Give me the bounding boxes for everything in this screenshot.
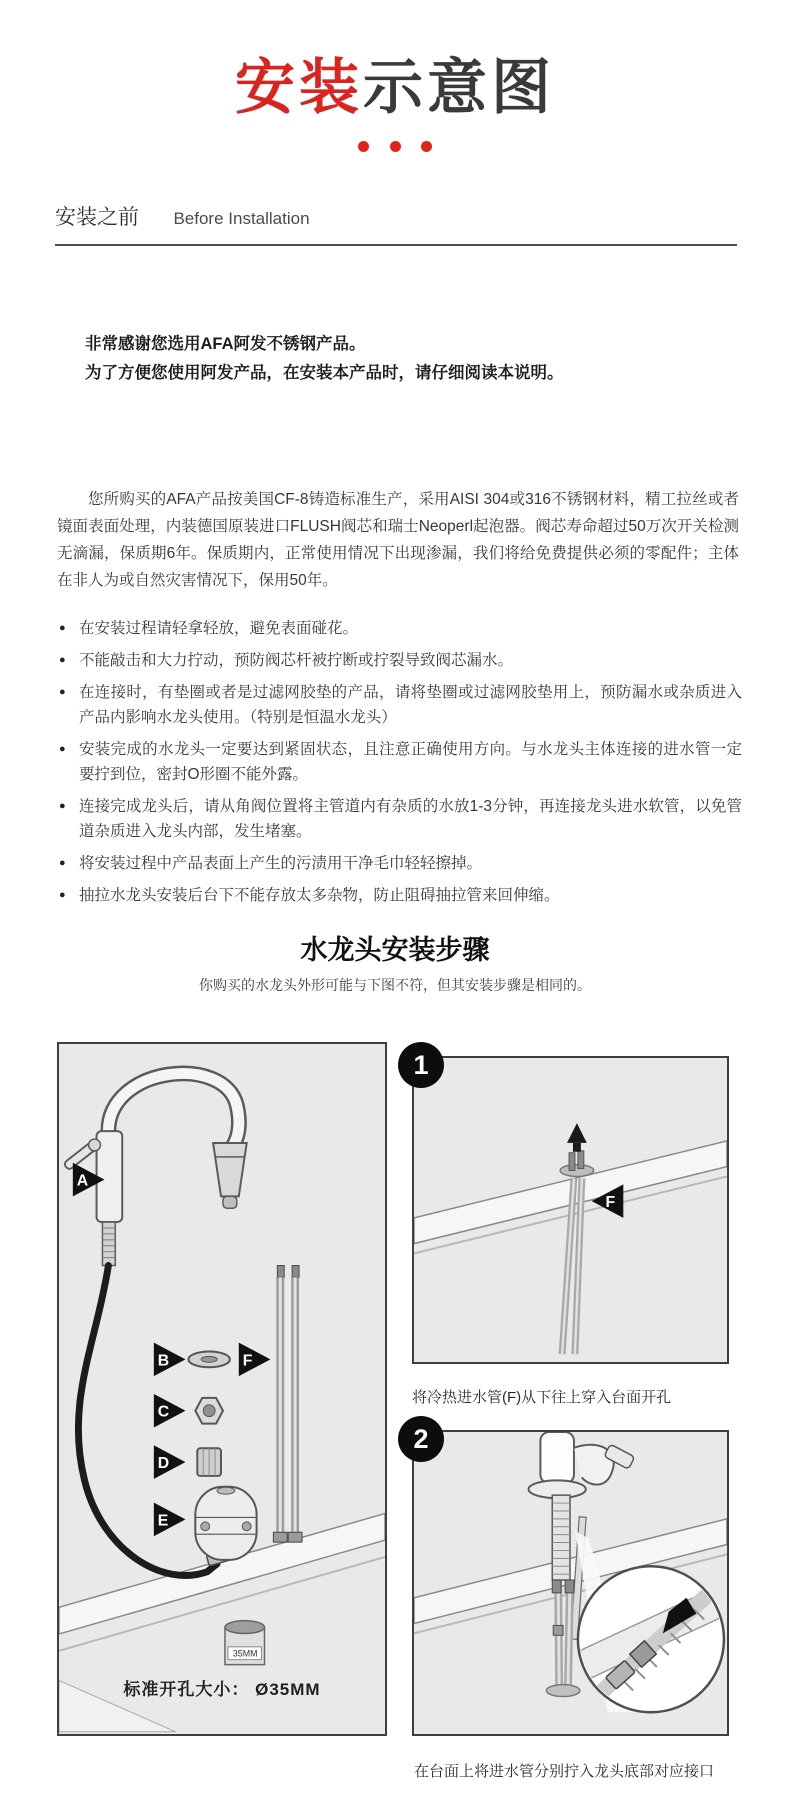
note-item [58, 794, 742, 844]
part-label-d: D [157, 1455, 170, 1473]
step2-panel [412, 1430, 729, 1736]
intro-bold-text [85, 330, 705, 388]
note-text: 不能敲击和大力拧动，预防阀芯杆被拧断或拧裂导致阀芯漏水。 [79, 652, 514, 669]
bullet-icon: ● [59, 654, 66, 666]
title-decoration-dots [0, 141, 790, 152]
note-item [58, 883, 742, 908]
note-item [58, 737, 742, 787]
dot-icon [421, 141, 432, 152]
section-before-installation-header [55, 201, 737, 246]
part-label-c: C [157, 1403, 170, 1421]
threaded-shank [102, 1222, 115, 1265]
note-item [58, 680, 742, 730]
part-e-screw [242, 1522, 251, 1531]
up-arrow-icon [567, 1123, 587, 1143]
step1-illustration [414, 1058, 727, 1362]
note-text: 安装完成的水龙头一定要达到紧固状态，且注意正确使用方向。与水龙头主体连接的进水管一定要拧到位，密封O形圈不能外露。 [79, 741, 742, 783]
supply-hose-nut [288, 1532, 302, 1542]
section-title-en: Before Installation [173, 209, 310, 228]
steps-heading: 水龙头安装步骤 [300, 935, 490, 965]
hose-tip [569, 1153, 575, 1171]
handle-joint [89, 1139, 101, 1151]
intro-line-1: 非常感谢您选用AFA阿发不锈钢产品。 [85, 335, 366, 353]
section-title-zh: 安装之前 [55, 206, 139, 229]
part-b-hole [201, 1356, 217, 1362]
parts-overview-illustration [59, 1044, 385, 1734]
note-text: 抽拉水龙头安装后台下不能存放太多杂物，防止阻碍抽拉管来回伸缩。 [79, 887, 560, 904]
hose-tip [578, 1151, 584, 1169]
step1-panel [412, 1056, 729, 1364]
bullet-icon: ● [59, 800, 66, 812]
note-item [58, 616, 742, 641]
step1-badge: 1 [398, 1042, 444, 1088]
hole-size-caption-value: Ø35MM [255, 1680, 321, 1699]
intro-line-2: 为了方便您使用阿发产品，在安装本产品时，请仔细阅读本说明。 [85, 364, 564, 382]
note-text: 在安装过程请轻拿轻放，避免表面碰花。 [79, 620, 359, 637]
part-e-opening [217, 1487, 235, 1494]
cabinet-hole [546, 1685, 580, 1697]
page-title [0, 56, 790, 120]
steps-subtitle: 你购买的水龙头外形可能与下图不符，但其安装步骤是相同的。 [199, 977, 591, 993]
bullet-icon: ● [59, 889, 66, 901]
supply-hose-nut [273, 1532, 287, 1542]
hose-nut [553, 1625, 563, 1635]
note-text: 将安装过程中产品表面上产生的污渍用干净毛巾轻轻擦掉。 [79, 855, 483, 872]
step1-label-f: F [605, 1194, 616, 1212]
hole-size-cylinder-top [225, 1621, 265, 1634]
dot-icon [358, 141, 369, 152]
page-title-dark: 示意图 [363, 54, 555, 121]
step2-badge: 2 [398, 1416, 444, 1462]
hole-size-mark: 35MM [232, 1648, 258, 1659]
hole-size-caption-label: 标准开孔大小： [123, 1680, 250, 1699]
bullet-icon: ● [59, 743, 66, 755]
supply-hose-tip [277, 1266, 284, 1278]
bullet-icon: ● [59, 857, 66, 869]
spray-head [213, 1143, 247, 1196]
note-text: 在连接时，有垫圈或者是过滤网胶垫的产品，请将垫圈或过滤网胶垫用上，预防漏水或杂质进入产品内影响水龙头使用。（特别是恒温水龙头） [79, 684, 742, 726]
step1-caption: 将冷热进水管(F)从下往上穿入台面开孔 [412, 1389, 672, 1406]
part-c-nut-hole [203, 1405, 215, 1417]
supply-hose-tip [292, 1266, 299, 1278]
step2-illustration [414, 1432, 727, 1734]
step2-caption: 在台面上将进水管分别拧入龙头底部对应接口 [414, 1763, 715, 1780]
counter-hole [560, 1165, 594, 1177]
part-label-e: E [157, 1512, 169, 1530]
part-label-f: F [242, 1352, 253, 1370]
note-text: 连接完成龙头后，请从角阀位置将主管道内有杂质的水放1-3分钟，再连接龙头进水软管，以免管道杂质进入龙头内部，发生堵塞。 [79, 798, 742, 840]
page-title-red: 安装 [235, 54, 363, 121]
threaded-shank [552, 1495, 570, 1580]
note-item [58, 648, 742, 673]
installation-diagram [0, 1040, 790, 1818]
hose-fitting [565, 1580, 574, 1593]
install-notes-list [58, 616, 742, 915]
hose-fitting [552, 1580, 561, 1593]
part-label-a: A [76, 1172, 89, 1190]
dot-icon [390, 141, 401, 152]
part-e-screw [201, 1522, 210, 1531]
up-arrow-stem [573, 1143, 581, 1152]
supply-hose-highlight [568, 1580, 570, 1685]
part-label-b: B [157, 1352, 170, 1370]
note-item [58, 851, 742, 876]
hole-size-caption [57, 1675, 387, 1700]
faucet-base [540, 1432, 574, 1483]
parts-overview-panel [57, 1042, 387, 1736]
spray-head-tip [223, 1196, 237, 1208]
product-description-paragraph: 您所购买的AFA产品按美国CF-8铸造标准生产，采用AISI 304或316不锈钢材料，精工拉丝或者镜面表面处理，内装德国原装进口FLUSH阀芯和瑞士Neoperl起泡器。阀芯寿命超过50万次开关检测无滴漏，保质期6年。保质期内，正常使用情况下出现渗漏，我们将给免费提供必须的零配件；主体在非人为或自然灾害情况下，保用50年。 [57, 491, 739, 589]
bullet-icon: ● [59, 622, 66, 634]
bullet-icon: ● [59, 686, 66, 698]
